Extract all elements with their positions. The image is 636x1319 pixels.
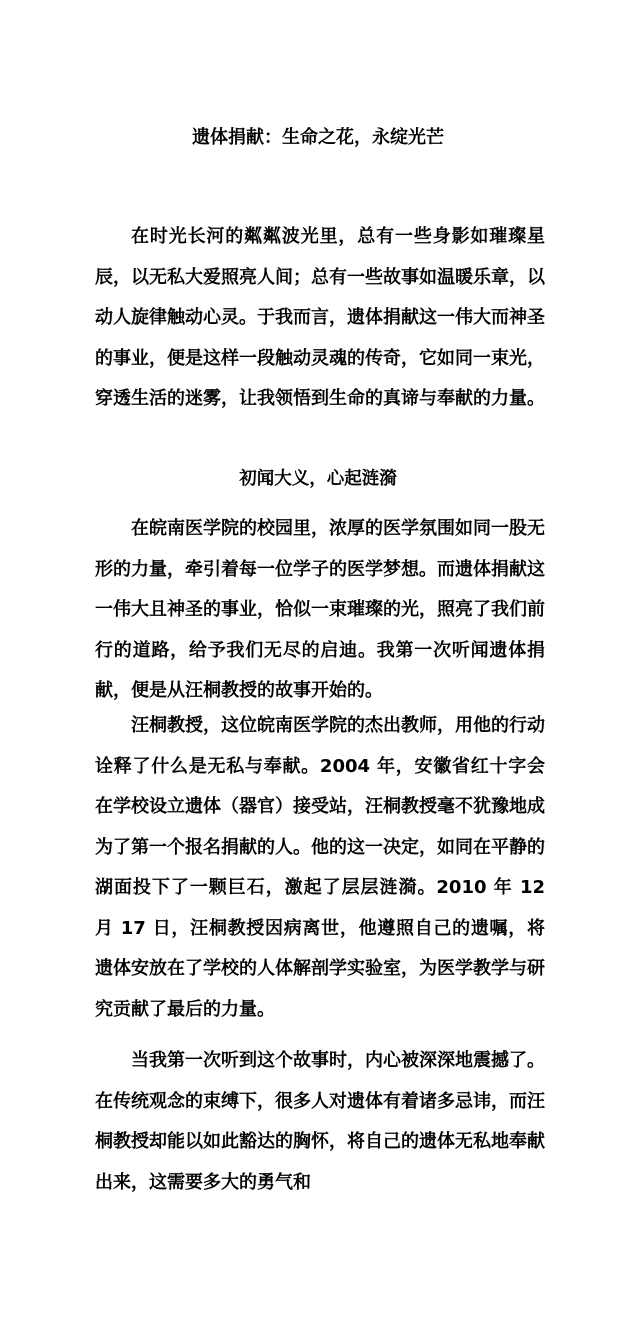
paragraph-intro: 在时光长河的粼粼波光里，总有一些身影如璀璨星辰，以无私大爱照亮人间；总有一些故事如温暖乐章，以动人旋律触动心灵。于我而言，遗体捐献这一伟大而神圣的事业，便是这样一段触动灵魂的传奇，它如同一束光，穿透生活的迷雾，让我领悟到生命的真谛与奉献的力量。	[95, 226, 545, 409]
section-heading: 初闻大义，心起涟漪	[239, 469, 397, 489]
paragraph-first-hearing: 在皖南医学院的校园里，浓厚的医学氛围如同一股无形的力量，牵引着每一位学子的医学梦想。而遗体捐献这一伟大且神圣的事业，恰似一束璀璨的光，照亮了我们前行的道路，给予我们无尽的启迪。我第一次听闻遗体捐献，便是从汪桐教授的故事开始的。	[95, 518, 545, 701]
paragraph-professor-story: 汪桐教授，这位皖南医学院的杰出教师，用他的行动诠释了什么是无私与奉献。2004 年，安徽省红十字会在学校设立遗体（器官）接受站，汪桐教授毫不犹豫地成为了第一个报名捐献的人。他的这一决定，如同在平静的湖面投下了一颗巨石，激起了层层涟漪。2010 年 12 月 17 日，汪桐教授因病离世，他遵照自己的遗嘱，将遗体安放在了学校的人体解剖学实验室，为医学教学与研究贡献了最后的力量。	[95, 715, 545, 1020]
document-title: 遗体捐献：生命之花，永绽光芒	[192, 127, 444, 148]
paragraph-reflection: 当我第一次听到这个故事时，内心被深深地震撼了。在传统观念的束缚下，很多人对遗体有着诸多忌讳，而汪桐教授却能以如此豁达的胸怀，将自己的遗体无私地奉献出来，这需要多大的勇气和	[95, 1050, 545, 1193]
